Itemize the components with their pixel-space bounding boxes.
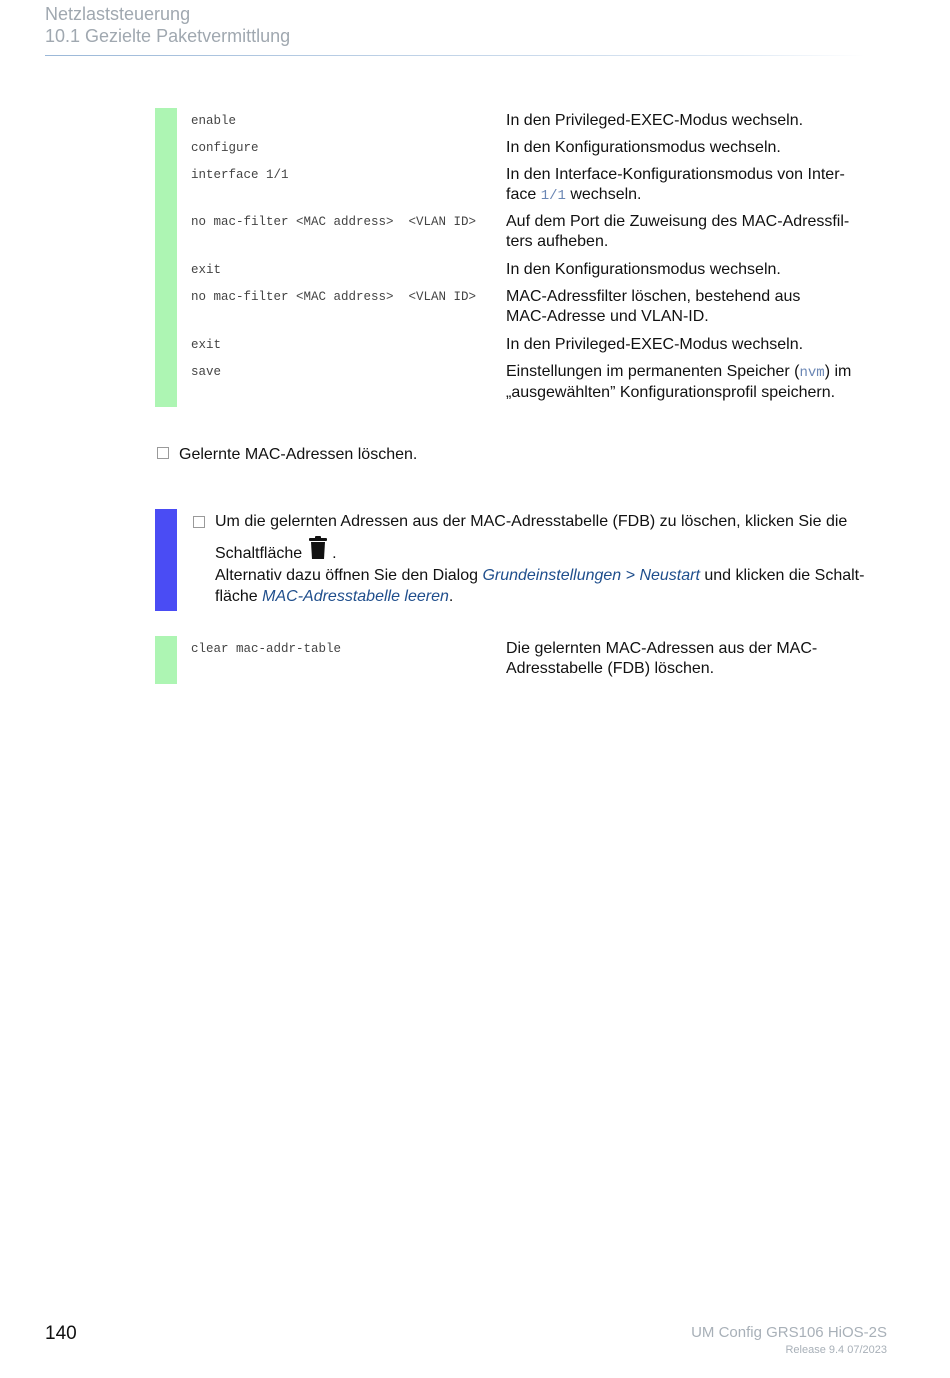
desc-text: MAC-Adressfilter löschen, bestehend aus [506, 288, 801, 305]
note-text-part: und klicken die Schalt- [699, 567, 865, 584]
cli-table-2 [155, 636, 895, 684]
desc-text: Die gelernten MAC-Adressen aus der MAC- [506, 640, 818, 657]
cli-command: exit [191, 263, 222, 277]
note-line [215, 539, 895, 569]
cli-description: In den Konfigurationsmodus wechseln. [506, 261, 781, 278]
note-line [215, 587, 895, 607]
cli-command: no mac-filter <MAC address> <VLAN ID> [191, 215, 477, 229]
gui-bar [155, 509, 177, 611]
checkbox-icon [193, 516, 205, 528]
note-checkbox [193, 515, 215, 533]
desc-text: MAC-Adresse und VLAN-ID. [506, 308, 709, 325]
cli-command: save [191, 365, 222, 379]
cli-description [506, 287, 881, 327]
page-number: 140 [45, 1323, 77, 1344]
cli-bar [155, 636, 177, 684]
cli-command: configure [191, 141, 259, 155]
running-header-chapter: Netzlaststeuerung [45, 4, 191, 24]
note-text-part: Schaltfläche [215, 545, 303, 563]
footer-document-title: UM Config GRS106 HiOS-2S [691, 1324, 887, 1341]
cli-description: In den Privileged-EXEC-Modus wechseln. [506, 112, 804, 129]
cli-command: enable [191, 114, 237, 128]
desc-text: Auf dem Port die Zuweisung des MAC-Adressfil- [506, 213, 850, 230]
desc-text: face [506, 186, 541, 203]
running-header-section: 10.1 Gezielte Paketvermittlung [45, 26, 291, 46]
inline-code: nvm [799, 365, 825, 381]
cli-description: In den Privileged-EXEC-Modus wechseln. [506, 336, 804, 353]
header-rule [45, 55, 865, 56]
footer-release: Release 9.4 07/2023 [785, 1344, 887, 1356]
note-line: Um die gelernten Adressen aus der MAC-Adresstabelle (FDB) zu löschen, klicken Sie die [215, 513, 848, 530]
cli-description [506, 212, 881, 252]
desc-text: Einstellungen im permanenten Speicher ( [506, 363, 800, 380]
button-name-link[interactable]: MAC-Adresstabelle leeren [262, 588, 449, 605]
note-text-part: fläche [215, 588, 263, 605]
gui-note-block [155, 509, 895, 611]
desc-text: ) im [824, 363, 852, 380]
dialog-path-link[interactable]: Grundeinstellungen > Neustart [482, 567, 700, 584]
cli-description [506, 639, 881, 679]
cli-description: In den Konfigurationsmodus wechseln. [506, 139, 781, 156]
cli-command: interface 1/1 [191, 168, 289, 182]
trash-icon [308, 536, 328, 566]
cli-bar [155, 108, 177, 407]
desc-text: ters aufheben. [506, 233, 609, 250]
note-line [215, 566, 895, 586]
cli-command: exit [191, 338, 222, 352]
cli-description [506, 362, 881, 403]
desc-text: In den Interface-Konfigurationsmodus von Inter- [506, 166, 845, 183]
note-text-part: Alternativ dazu öffnen Sie den Dialog [215, 567, 483, 584]
step-item [157, 445, 417, 465]
cli-table-1 [155, 108, 895, 407]
note-text-part: . [332, 545, 337, 563]
note-text-part: . [448, 588, 454, 605]
cli-description [506, 165, 881, 206]
inline-code: 1/1 [540, 188, 566, 204]
desc-text: „ausgewählten” Konfigurationsprofil speichern. [506, 384, 836, 401]
step-text: Gelernte MAC-Adressen löschen. [179, 446, 418, 463]
desc-text: wechseln. [565, 186, 642, 203]
cli-command: no mac-filter <MAC address> <VLAN ID> [191, 290, 477, 304]
desc-text: Adresstabelle (FDB) löschen. [506, 660, 715, 677]
checkbox-icon [157, 447, 169, 459]
cli-command: clear mac-addr-table [191, 642, 342, 656]
